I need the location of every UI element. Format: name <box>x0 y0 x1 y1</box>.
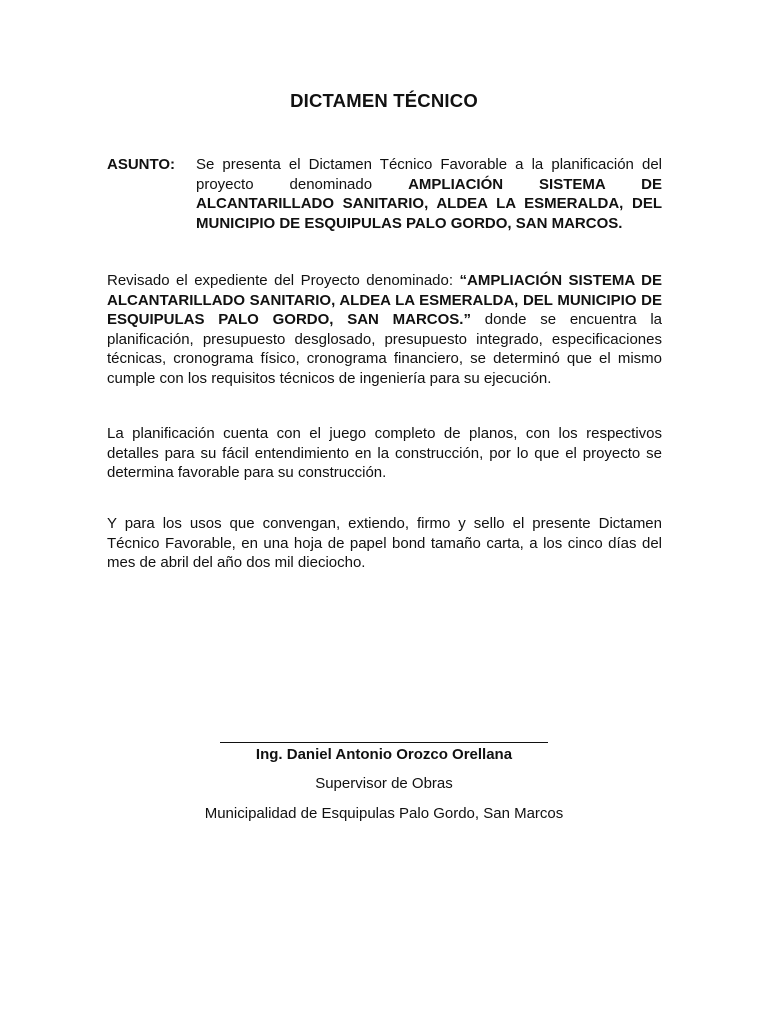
signatory-role: Supervisor de Obras <box>315 775 453 792</box>
signatory-organization: Municipalidad de Esquipulas Palo Gordo, San Marcos <box>204 805 564 822</box>
asunto-project-name: AMPLIACIÓN SISTEMA DE ALCANTARILLADO SANITARIO, ALDEA LA ESMERALDA, DEL MUNICIPIO DE ESQUIPULAS PALO GORDO, SAN MARCOS. <box>196 175 662 232</box>
asunto-intro: Se presenta el Dictamen Técnico Favorable a la planificación del proyecto denominado <box>196 156 662 193</box>
paragraph-review-project-name: “AMPLIACIÓN SISTEMA DE ALCANTARILLADO SANITARIO, ALDEA LA ESMERALDA, DEL MUNICIPIO DE ESQUIPULAS PALO GORDO, SAN MARCOS.” <box>107 272 662 328</box>
asunto-label: ASUNTO: <box>107 156 176 173</box>
document-title: DICTAMEN TÉCNICO <box>290 90 478 111</box>
paragraph-planning: La planificación cuenta con el juego completo de planos, con los respectivos detalles para su fácil entendimiento en la construcción, por lo que el proyecto se determina favorable para su construcción. <box>107 425 662 481</box>
signature-line <box>220 742 548 743</box>
paragraph-review-intro: Revisado el expediente del Proyecto denominado: <box>107 272 460 289</box>
asunto-text <box>196 155 662 233</box>
paragraph-review-rest: donde se encuentra la planificación, presupuesto desglosado, presupuesto integrado, especificaciones técnicas, cronograma físico, cronograma financiero, se determinó que el mismo cumple con los requisitos técnicos de ingeniería para su ejecución. <box>107 311 662 387</box>
paragraph-review <box>107 271 662 388</box>
signatory-name: Ing. Daniel Antonio Orozco Orellana <box>255 746 513 763</box>
paragraph-closing: Y para los usos que convengan, extiendo, firmo y sello el presente Dictamen Técnico Favorable, en una hoja de papel bond tamaño carta, a los cinco días del mes de abril del año dos mil dieciocho. <box>107 515 662 571</box>
